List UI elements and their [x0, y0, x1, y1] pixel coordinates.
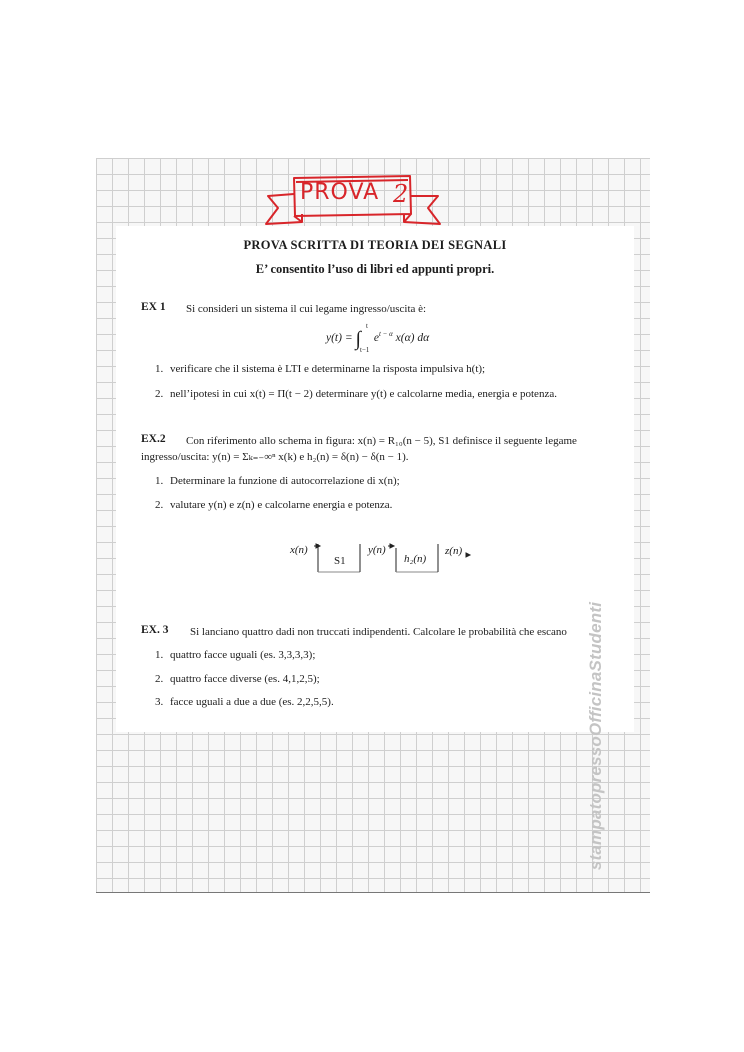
formula-exponent: t − α	[378, 330, 393, 339]
ex1-item-1-text: verificare che il sistema è LTI e determinarne la risposta impulsiva h(t);	[170, 363, 486, 375]
ex1-item-2-text: nell’ipotesi in cui x(t) = Π(t − 2) determinare y(t) e calcolarne media, energia e potenza.	[170, 388, 557, 400]
ex3-item-1-num: 1.	[155, 649, 164, 661]
ex3-intro: Si lanciano quattro dadi non truccati indipendenti. Calcolare le probabilità che escano	[190, 626, 567, 638]
ex3-item-2-text: quattro facce diverse (es. 4,1,2,5);	[170, 673, 320, 685]
ex2-item-2-num: 2.	[155, 499, 164, 511]
banner-label: PROVA	[300, 180, 380, 205]
ex3-label: EX. 3	[141, 624, 169, 636]
formula-integrand: x(α) dα	[395, 332, 430, 344]
ex1-item-1-num: 1.	[155, 363, 164, 375]
ex2-line-1: Con riferimento allo schema in figura: x(n) = R₁₀(n − 5), S1 definisce il seguente legame	[186, 435, 577, 447]
exam-title: PROVA SCRITTA DI TEORIA DEI SEGNALI	[243, 238, 507, 252]
ex3-item-2-num: 2.	[155, 673, 164, 685]
watermark: stampatopressoOfficinaStudenti	[586, 601, 605, 871]
banner-number: 2	[393, 180, 409, 208]
ex1-label: EX 1	[141, 301, 166, 313]
ex3-item-3-text: facce uguali a due a due (es. 2,2,5,5).	[170, 696, 334, 708]
integral-upper-limit: t	[366, 322, 368, 330]
ex1-intro: Si consideri un sistema il cui legame ingresso/uscita è:	[186, 303, 427, 315]
integral-sign: ∫	[355, 328, 361, 350]
diagram-block-s1: S1	[334, 555, 346, 567]
ex1-item-2-num: 2.	[155, 388, 164, 400]
ex1-formula	[326, 322, 430, 354]
diagram-block-h2: h₂(n)	[404, 553, 427, 565]
ex3-item-3-num: 3.	[155, 696, 164, 708]
ex2-item-1-num: 1.	[155, 475, 164, 487]
formula-lhs: y(t) =	[326, 332, 353, 344]
ex3-item-1-text: quattro facce uguali (es. 3,3,3,3);	[170, 649, 316, 661]
ex2-label: EX.2	[141, 433, 166, 445]
formula-exp-base: e	[373, 332, 379, 344]
diagram-input-label: x(n)	[290, 544, 308, 556]
ex2-line-2: ingresso/uscita: y(n) = Σₖ₌₋∞ⁿ x(k) e h₂(n) = δ(n) − δ(n − 1).	[141, 451, 409, 463]
diagram-output-label: z(n)	[445, 545, 463, 557]
block-diagram	[286, 538, 486, 578]
exam-subtitle: E’ consentito l’uso di libri ed appunti propri.	[255, 262, 495, 276]
diagram-middle-label: y(n)	[368, 544, 386, 556]
ex2-item-1-text: Determinare la funzione di autocorrelazione di x(n);	[170, 475, 400, 487]
ex2-item-2-text: valutare y(n) e z(n) e calcolarne energia e potenza.	[170, 499, 393, 511]
integral-lower-limit: t−1	[360, 346, 370, 354]
